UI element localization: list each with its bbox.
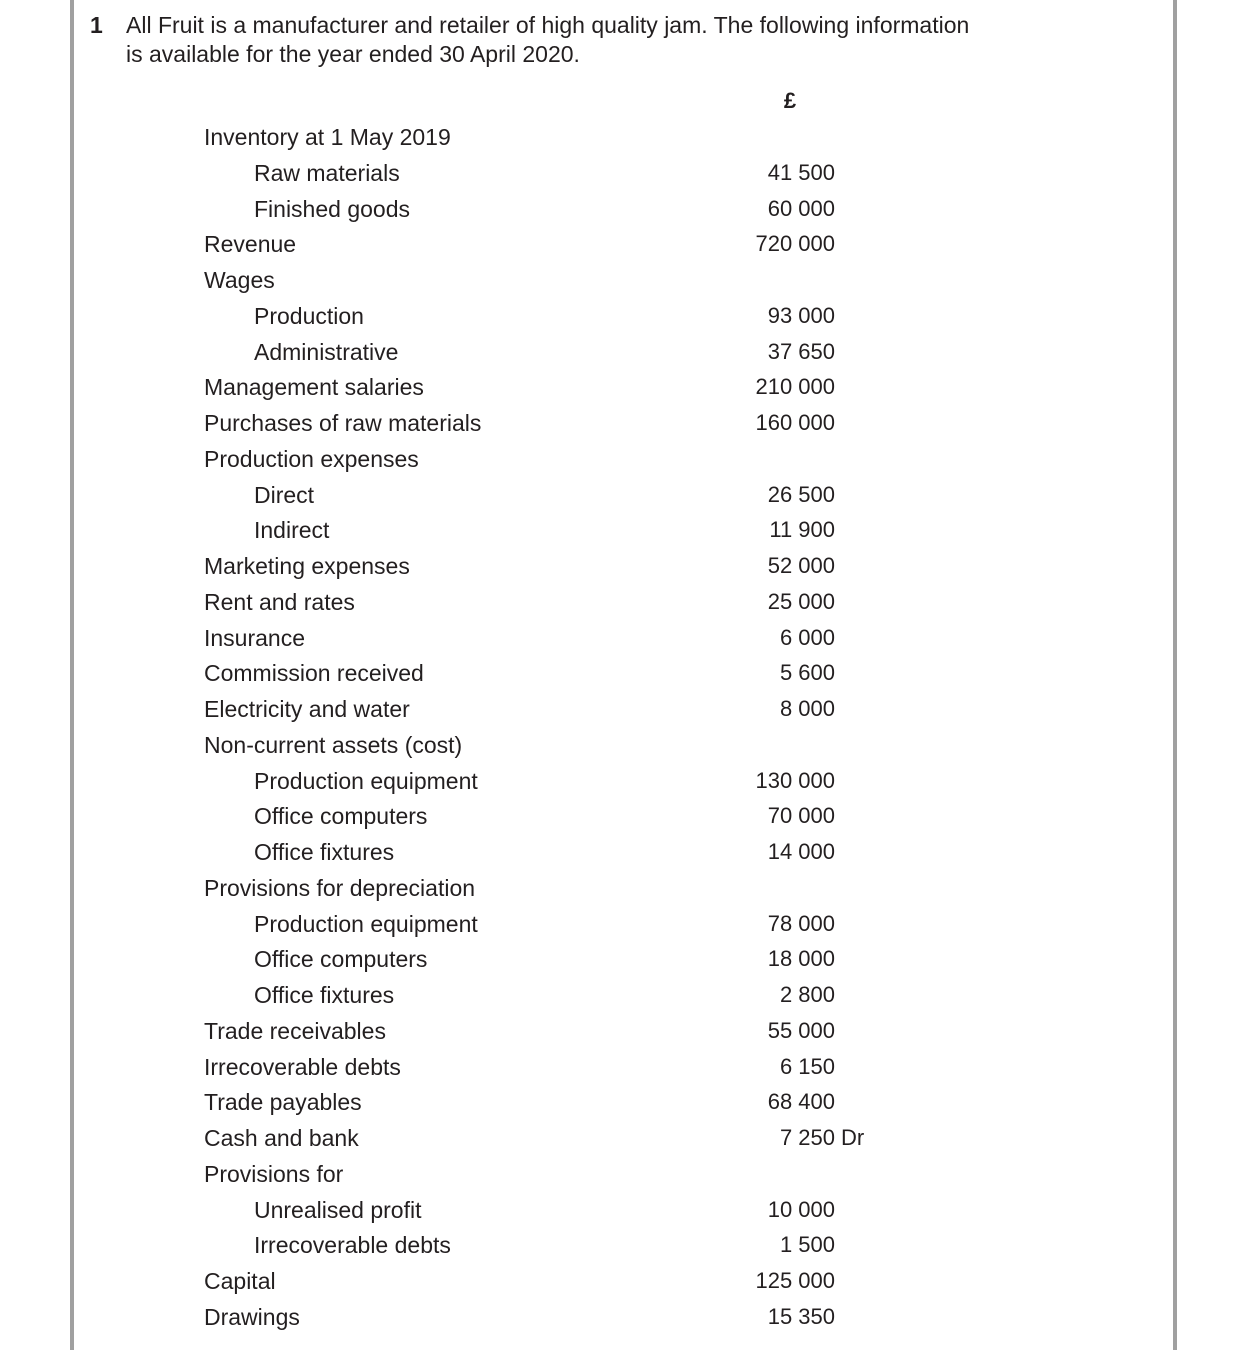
account-label: Production xyxy=(254,302,364,329)
account-value: 70 000 xyxy=(767,803,835,829)
account-value: 2 800 xyxy=(779,982,835,1007)
debit-indicator: Dr xyxy=(841,1125,865,1150)
account-row xyxy=(0,372,1238,402)
account-label: Trade receivables xyxy=(204,1017,386,1044)
account-row xyxy=(0,1302,1238,1332)
account-value: 68 400 xyxy=(767,1089,835,1115)
account-label: Rent and rates xyxy=(204,588,355,615)
account-row xyxy=(0,1016,1238,1046)
account-row xyxy=(0,694,1238,724)
account-value: 210 000 xyxy=(755,374,835,400)
account-value: 1 500 xyxy=(779,1232,835,1258)
account-label: Irrecoverable debts xyxy=(254,1232,451,1259)
account-label: Provisions for xyxy=(204,1160,344,1187)
account-row xyxy=(0,194,1238,224)
account-value: 60 000 xyxy=(767,195,835,221)
account-value: 6 150 xyxy=(779,1053,835,1079)
account-label: Trade payables xyxy=(204,1089,362,1116)
account-row xyxy=(0,1123,1238,1153)
account-label: Production expenses xyxy=(204,445,419,472)
account-row xyxy=(0,980,1238,1010)
account-row xyxy=(0,301,1238,331)
account-value: 720 000 xyxy=(755,231,835,257)
account-label: Purchases of raw materials xyxy=(204,410,482,436)
account-row xyxy=(0,265,1238,295)
account-row xyxy=(0,587,1238,617)
account-label: Indirect xyxy=(254,517,330,544)
account-label: Marketing expenses xyxy=(204,553,410,579)
account-row xyxy=(0,730,1238,760)
account-label: Raw materials xyxy=(254,159,400,186)
account-row xyxy=(0,480,1238,510)
account-value: 55 000 xyxy=(767,1017,835,1043)
account-value: 130 000 xyxy=(755,767,835,793)
account-label: Drawings xyxy=(204,1303,300,1330)
account-label: Finished goods xyxy=(254,195,410,222)
account-value: 25 000 xyxy=(767,588,835,614)
account-value: 125 000 xyxy=(755,1268,835,1293)
account-label: Production equipment xyxy=(254,767,478,794)
account-row xyxy=(0,444,1238,474)
account-row xyxy=(0,837,1238,867)
account-label: Office fixtures xyxy=(254,982,395,1008)
account-value: 6 000 xyxy=(779,624,835,650)
account-label: Provisions for depreciation xyxy=(204,874,476,901)
account-value: 5 600 xyxy=(779,660,835,686)
account-label: Office computers xyxy=(254,803,428,830)
account-label: Inventory at 1 May 2019 xyxy=(204,124,451,150)
account-label: Electricity and water xyxy=(204,696,410,722)
account-row xyxy=(0,551,1238,581)
account-row xyxy=(0,122,1238,152)
account-label: Wages xyxy=(204,267,275,293)
account-value: 8 000 xyxy=(779,696,835,721)
account-row xyxy=(0,515,1238,545)
account-row xyxy=(0,408,1238,438)
account-label: Cash and bank xyxy=(204,1125,359,1151)
intro-line-1: All Fruit is a manufacturer and retailer of high quality jam. The following information xyxy=(126,12,970,38)
account-row xyxy=(0,229,1238,259)
account-label: Production equipment xyxy=(254,910,478,937)
account-label: Irrecoverable debts xyxy=(204,1053,401,1080)
account-row xyxy=(0,909,1238,939)
account-value: 14 000 xyxy=(767,839,835,864)
account-label: Commission received xyxy=(204,660,424,687)
account-value: 52 000 xyxy=(767,553,835,578)
account-label: Unrealised profit xyxy=(254,1196,422,1223)
account-value: 11 900 xyxy=(769,517,835,543)
account-label: Direct xyxy=(254,481,315,508)
account-label: Administrative xyxy=(254,338,399,365)
account-value: 93 000 xyxy=(767,302,835,328)
account-value: 37 650 xyxy=(767,338,835,364)
account-row xyxy=(0,158,1238,188)
question-intro xyxy=(126,11,1086,69)
account-row xyxy=(0,337,1238,367)
account-label: Capital xyxy=(204,1268,276,1294)
account-row xyxy=(0,873,1238,903)
account-row xyxy=(0,1266,1238,1296)
account-label: Non-current assets (cost) xyxy=(204,731,463,758)
account-label: Office fixtures xyxy=(254,839,395,865)
account-value: 18 000 xyxy=(767,946,835,972)
account-row xyxy=(0,1195,1238,1225)
account-value: 26 500 xyxy=(767,481,835,507)
intro-line-2: is available for the year ended 30 April 2020. xyxy=(126,41,580,67)
currency-header: £ xyxy=(783,88,797,113)
question-number: 1 xyxy=(90,12,103,38)
account-value: 41 500 xyxy=(767,159,835,185)
account-row xyxy=(0,1230,1238,1260)
account-row xyxy=(0,1087,1238,1117)
account-row xyxy=(0,1159,1238,1189)
account-row xyxy=(0,623,1238,653)
account-label: Insurance xyxy=(204,624,306,651)
account-value: 7 250 xyxy=(779,1125,835,1150)
account-value: 15 350 xyxy=(767,1303,835,1329)
account-row xyxy=(0,944,1238,974)
account-value: 10 000 xyxy=(767,1196,835,1222)
account-value: 160 000 xyxy=(755,410,835,435)
account-label: Office computers xyxy=(254,946,428,973)
account-row xyxy=(0,766,1238,796)
account-row xyxy=(0,658,1238,688)
account-value: 78 000 xyxy=(767,910,835,936)
account-label: Revenue xyxy=(204,231,297,258)
account-label: Management salaries xyxy=(204,374,424,401)
account-row xyxy=(0,1052,1238,1082)
account-row xyxy=(0,801,1238,831)
